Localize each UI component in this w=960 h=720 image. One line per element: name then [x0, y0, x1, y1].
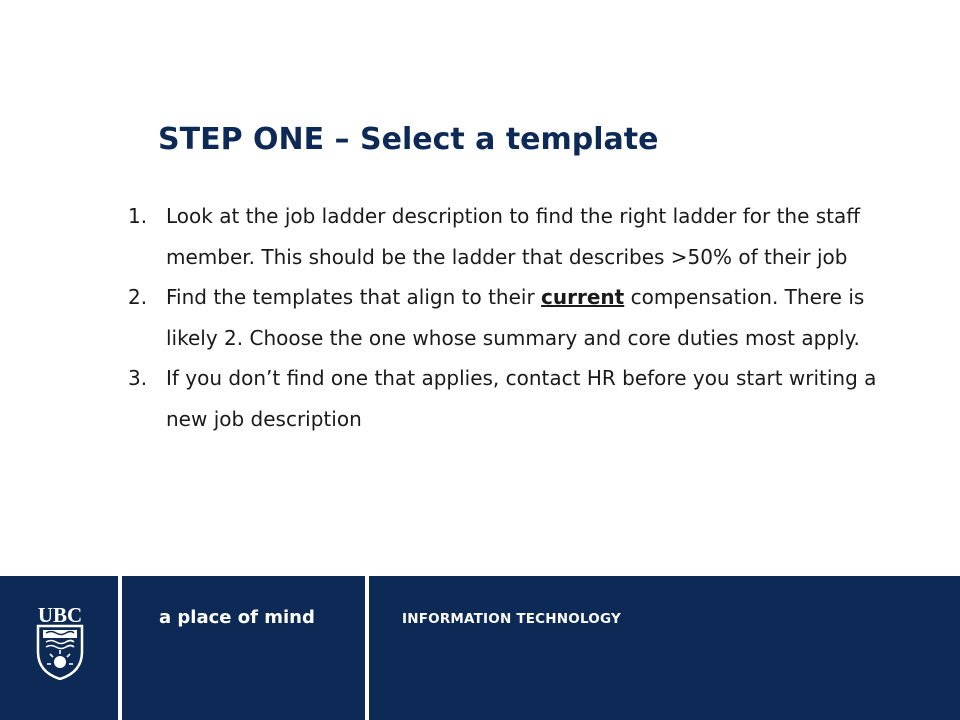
footer-divider	[118, 576, 122, 720]
footer-tagline: a place of mind	[159, 607, 315, 628]
emphasized-word: current	[541, 285, 625, 309]
step-number: 3.	[128, 366, 148, 390]
logo-wordmark: UBC	[37, 603, 83, 627]
footer-banner	[0, 576, 960, 720]
step-text-after: compensation. There is likely 2. Choose the one whose summary and core duties most apply.	[166, 285, 865, 350]
list-item	[128, 358, 888, 439]
list-item	[128, 196, 888, 277]
footer-divider	[365, 576, 369, 720]
slide-title: STEP ONE – Select a template	[158, 122, 659, 157]
step-text-before: Find the templates that align to their	[166, 285, 542, 309]
step-number: 1.	[128, 204, 148, 228]
step-text: If you don’t find one that applies, contact HR before you start writing a new job description	[166, 366, 877, 431]
ubc-crest-logo	[34, 602, 86, 680]
list-item	[128, 277, 888, 358]
steps-list	[128, 196, 888, 439]
footer-department: INFORMATION TECHNOLOGY	[402, 611, 621, 627]
step-number: 2.	[128, 285, 148, 309]
step-text: Look at the job ladder description to find the right ladder for the staff member. This should be the ladder that describes >50% of their job	[166, 204, 861, 269]
